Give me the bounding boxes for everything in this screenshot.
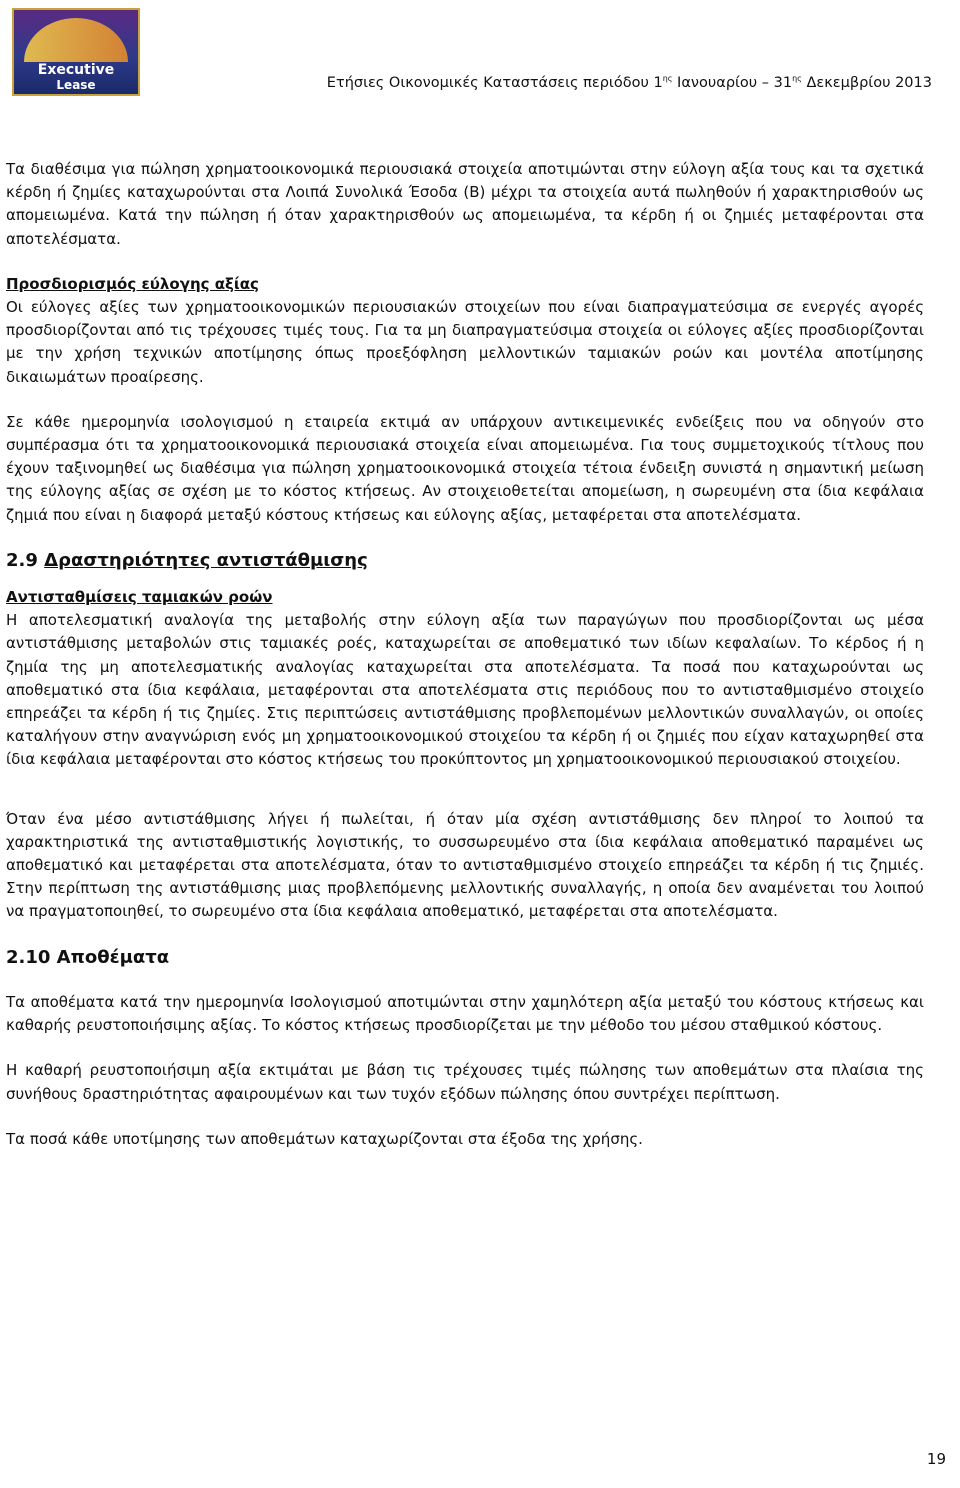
paragraph-net-realisable-value: Η καθαρή ρευστοποιήσιμη αξία εκτιμάται με βάση τις τρέχουσες τιμές πώλησης των αποθεμάτων στα πλαίσια της συνήθους δραστηριότητας αφαιρουμένων και των τυχόν εξόδων πώλησης όπου συντρέχει περίπτωση. [6,1061,924,1103]
paragraph-hedge-expiry: Όταν ένα μέσο αντιστάθμισης λήγει ή πωλείται, ή όταν μία σχέση αντιστάθμισης δεν πληροί το λοιπού τα χαρακτηριστικά της αντισταθμιστικής λογιστικής, το συσσωρευμένο στα ίδια κεφάλαια αποθεματικό παραμένει ως αποθεματικό και μεταφέρεται στα αποτελέσματα, όταν το αντισταθμισμένο στοιχείο επηρεάζει τα κέρδη ή τις ζημιές. Στην περίπτωση της αντιστάθμισης μιας προβλεπόμενης μελλοντικής συναλλαγής, η οποία δεν αναμένεται του λοιπού να πραγματοποιηθεί, το σωρευμένο στα ίδια κεφάλαια αποθεματικό, μεταφέρεται στα αποτελέσματα. [6,809,924,921]
report-title [327,74,932,91]
page-header [0,0,960,110]
logo-emblem-icon [24,18,128,62]
report-title-suffix: Δεκεμβρίου 2013 [801,74,932,91]
report-title-mid: Ιανουαρίου – 31 [672,74,793,91]
report-title-sup2: ης [792,74,802,83]
heading-fair-value: Προσδιορισμός εύλογης αξίας [6,274,259,293]
section-2-9-number: 2.9 [6,549,45,571]
paragraph-fair-value: Οι εύλογες αξίες των χρηματοοικονομικών περιουσιακών στοιχείων που είναι διαπραγματεύσιμα σε ενεργές αγορές προσδιορίζονται από τις τρέχουσες τιμές τους. Για τα μη διαπραγματεύσιμα στοιχεία οι εύλογες αξίες προσδιορίζονται με την χρήση τεχνικών αποτίμησης όπως προεξόφληση μελλοντικών ταμιακών ροών και μοντέλα αποτίμησης δικαιωμάτων προαίρεσης. [6,298,924,386]
section-2-9-heading [6,549,924,572]
logo-text-line1: Executive [37,62,115,78]
document-body [6,158,924,1151]
page-number: 19 [926,1450,946,1468]
section-2-9-title: Δραστηριότητες αντιστάθμισης [44,549,368,571]
logo-text-line2: Lease [56,78,96,92]
paragraph-cash-flow-hedges: Η αποτελεσματική αναλογία της μεταβολής στην εύλογη αξία των παραγώγων που προσδιορίζονται ως μέσα αντιστάθμισης μεταβολών στις ταμιακές ροές, καταχωρείται σε αποθεματικό των ιδίων κεφαλαίων. Το κέρδος ή η ζημία της μη αποτελεσματικής αναλογίας καταχωρείται στα αποτελέσματα. Τα ποσά που καταχωρούνται ως αποθεματικό στα ίδια κεφάλαια, μεταφέρονται στα αποτελέσματα στις περιόδους που το αντισταθμισμένο στοιχείο επηρεάζει τα κέρδη ή τις ζημίες. Στις περιπτώσεις αντιστάθμισης προβλεπομένων μελλοντικών συναλλαγών, οι οποίες καταλήγουν στην αναγνώριση ενός μη χρηματοοικονομικού στοιχείου τα κέρδη ή οι ζημιές που είχαν καταχωρηθεί στα ίδια κεφάλαια μεταφέρονται στο κόστος κτήσεως του προκύπτοντος μη χρηματοοικονομικού περιουσιακού στοιχείου. [6,611,924,769]
heading-cash-flow-hedges: Αντισταθμίσεις ταμιακών ροών [6,588,273,607]
report-title-prefix: Ετήσιες Οικονομικές Καταστάσεις περιόδου 1 [326,74,663,91]
paragraph-impairment: Σε κάθε ημερομηνία ισολογισμού η εταιρεία εκτιμά αν υπάρχουν αντικειμενικές ενδείξεις που να οδηγούν στο συμπέρασμα ότι τα χρηματοοικονομικά περιουσιακά στοιχεία είναι απομειωμένα. Για τους συμμετοχικούς τίτλους που έχουν ταξινομηθεί ως διαθέσιμα για πώληση χρηματοοικονομικά στοιχεία τέτοια ένδειξη συνιστά η σημαντική μείωση της εύλογης αξίας σε σχέση με το κόστος κτήσεως. Αν στοιχειοθετείται απομείωση, η σωρευμένη στα ίδια κεφάλαια ζημιά που είναι η διαφορά μεταξύ κόστους κτήσεως και εύλογης αξίας, μεταφέρεται στα αποτελέσματα. [6,412,924,524]
report-title-sup1: ης [662,74,673,83]
paragraph-inventory-writedowns: Τα ποσά κάθε υποτίμησης των αποθεμάτων καταχωρίζονται στα έξοδα της χρήσης. [6,1129,643,1148]
section-2-10-heading: 2.10 Αποθέματα [6,946,170,968]
paragraph-inventories-valuation: Τα αποθέματα κατά την ημερομηνία Ισολογισμού αποτιμώνται στην χαμηλότερη αξία μεταξύ του κόστους κτήσεως και καθαρής ρευστοποιήσιμης αξίας. Το κόστος κτήσεως προσδιορίζεται με την μέθοδο του μέσου σταθμικού κόστους. [6,992,924,1035]
paragraph-available-for-sale: Τα διαθέσιμα για πώληση χρηματοοικονομικά περιουσιακά στοιχεία αποτιμώνται στην εύλογη αξία τους και τα σχετικά κέρδη ή ζημίες καταχωρούνται στα Λοιπά Συνολικά Έσοδα (Β) μέχρι τα στοιχεία αυτά πωληθούν ή χαρακτηρισθούν ως απομειωμένα. Κατά την πώληση ή όταν χαρακτηρισθούν ως απομειωμένα, τα κέρδη ή οι ζημιές μεταφέρονται στα αποτελέσματα. [6,160,924,248]
executive-lease-logo [12,8,140,96]
